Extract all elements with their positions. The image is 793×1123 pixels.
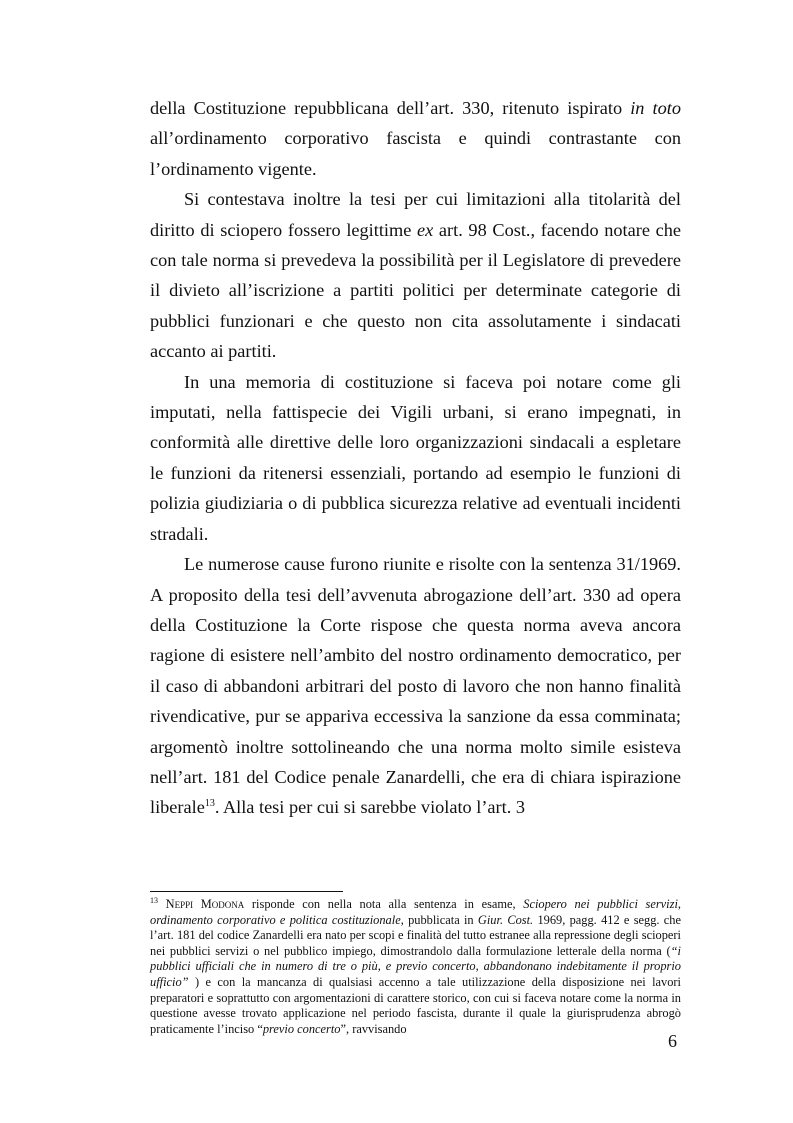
footnote-text: $^{13}$ Neppi Modona risponde con nella nota alla sentenza in esame, Sciopero nei pubblici servizi, ordinamento corporativo e politica costituzionale, pubblicata in Giur. Cost. 1969, pagg. 412 e segg. che l’art. 181 del codice Zanardelli era nato per scopi e finalità del tutto estranee alla repressione degli scioperi nei pubblici servizi o nel pubblico impiego, dimostrandolo dalla formulazione letterale della norma (“i pubblici ufficiali che in numero di tre o più, e previo concerto, abbandonano indebitamente il proprio ufficio” ) e con la mancanza di qualsiasi accenno a tale utilizzazione della disposizione nei lavori preparatori e soprattutto con argomentazioni di carattere storico, con cui si faceva notare come la norma in questione avesse trovato applicazione nel periodo fascista, durante il quale la giurisprudenza abrogò praticamente l’inciso “previo concerto”, ravvisando: [150, 895, 682, 1036]
paragraph-1: della Costituzione repubblicana dell’art. 330, ritenuto ispirato in toto all’ordinamento corporativo fascista e quindi contrastante con l’ordinamento vigente.: [150, 98, 681, 179]
paragraph-3: In una memoria di costituzione si faceva poi notare come gli imputati, nella fattispecie dei Vigili urbani, si erano impegnati, in conformità alle direttive delle loro organizzazioni sindacali a espletare le funzioni da ritenersi essenziali, portando ad esempio le funzioni di polizia giudiziaria o di pubblica sicurezza relative ad eventuali incidenti stradali.: [150, 371, 681, 544]
page-number: 6: [668, 1031, 677, 1051]
body-text: [150, 93, 681, 823]
footnote-author: Neppi Modona: [165, 897, 245, 911]
paragraph-4: Le numerose cause furono riunite e risolte con la sentenza 31/1969. A proposito della tesi dell’avvenuta abrogazione dell’art. 330 ad opera della Costituzione la Corte rispose che questa norma aveva ancora ragione di esistere nell’ambito del nostro ordinamento democratico, per il caso di abbandoni arbitrari del posto di lavoro che non hanno finalità rivendicative, pur se appariva eccessiva la sanzione da essa comminata; argomentò inoltre sottolineando che una norma molto simile esisteva nell’art. 181 del Codice penale Zanardelli, che era di chiara ispirazione liberale$^{13}$. Alla tesi per cui si sarebbe violato l’art. 3: [150, 554, 681, 818]
paragraph-2: Si contestava inoltre la tesi per cui limitazioni alla titolarità del diritto di sciopero fossero legittime ex art. 98 Cost., facendo notare che con tale norma si prevedeva la possibilità per il Legislatore di prevedere il divieto all’iscrizione a partiti politici per determinate categorie di pubblici funzionari e che questo non cita assolutamente i sindacati accanto ai partiti.: [150, 189, 681, 362]
footnote-inciso: previo concerto: [262, 1021, 341, 1036]
footnote-reference[interactable]: 13: [204, 798, 215, 810]
footnote-number: 13: [150, 895, 158, 905]
footnote-quotation: “i pubblici ufficiali che in numero di tre o più, e previo concerto, abbandonano indebitamente il proprio ufficio”: [150, 943, 681, 989]
footnote-article-title: Sciopero nei pubblici servizi, ordinamento corporativo e politica costituzionale: [150, 897, 681, 927]
emphasis-in-toto: in toto: [630, 98, 681, 118]
footnote-journal: Giur. Cost.: [477, 912, 534, 927]
footnote-separator: [150, 891, 343, 892]
emphasis-ex: ex: [417, 219, 434, 240]
footnote: [150, 897, 681, 1037]
